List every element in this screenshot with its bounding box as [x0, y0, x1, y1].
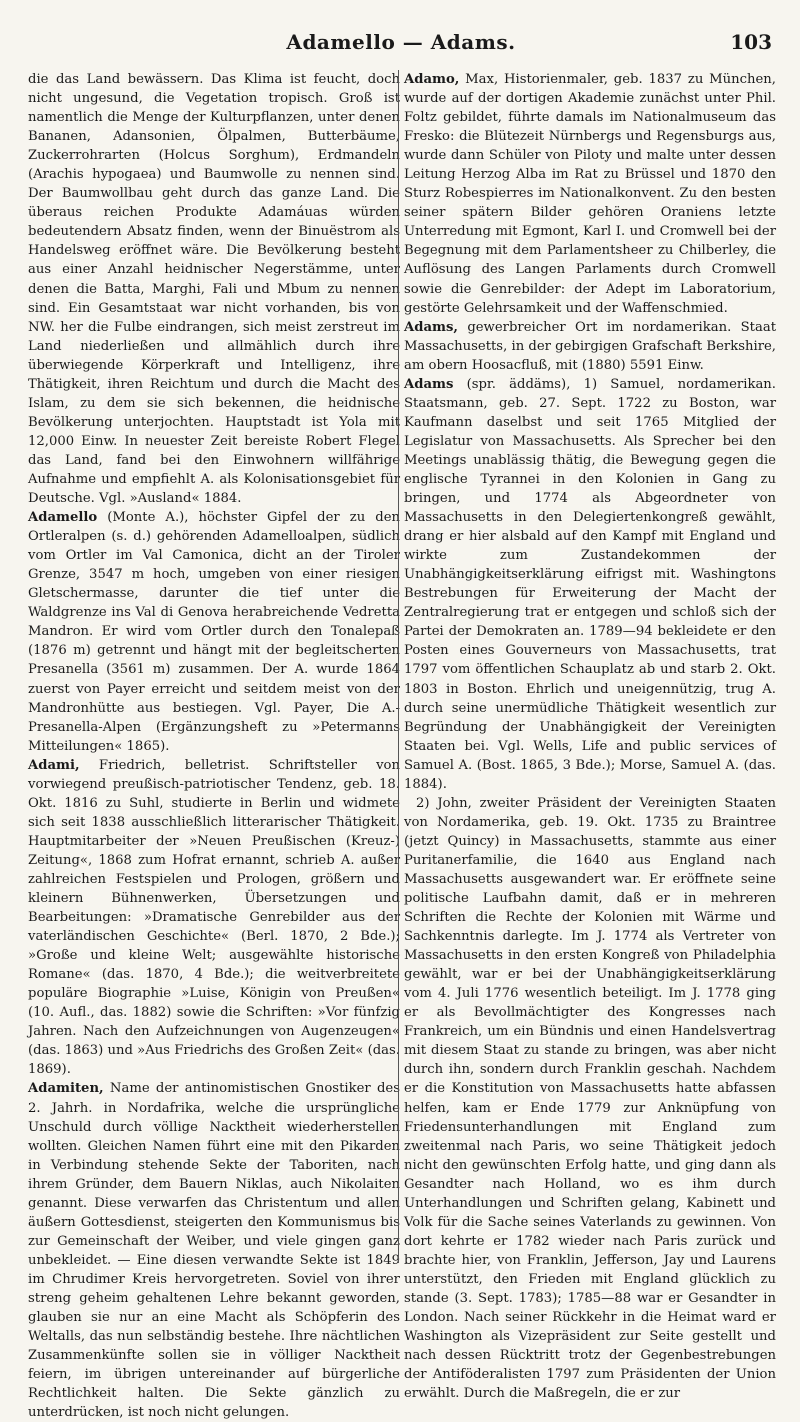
- entry-adams-persons: [404, 375, 776, 794]
- headword: Adamo,: [404, 72, 460, 87]
- entry-adamiten: [28, 1079, 400, 1422]
- left-column: [28, 70, 400, 1421]
- entry-text: (Monte A.), höchster Gipfel der zu den Ortleralpen (s. d.) gehörenden Adamelloalpen, südlich vom Ortler im Val Camonica, dicht an der Tiroler Grenze, 3547 m hoch, umgeben von einer riesigen Gletschermasse, darunter die tief unter die Waldgrenze ins Val di Genova herabreichende Vedretta Mandron. Er wird vom Ortler durch den Tonalepaß (1876 m) getrennt und hängt mit der begleitscherten Presanella (3561 m) zusammen. Der A. wurde 1864 zuerst von Payer erreicht und seitdem meist von der Mandronhütte aus bestiegen. Vgl. Payer, Die A.-Presanella-Alpen (Ergänzungsheft zu »Petermanns Mitteilungen« 1865).: [28, 510, 400, 754]
- running-head: Adamello — Adams.: [286, 30, 516, 54]
- right-column: [404, 70, 776, 1402]
- entry-text: gewerbreicher Ort im nordamerikan. Staat Massachusetts, in der gebirgigen Grafschaft Berkshire, am obern Hoosacfluß, mit (1880) 5591 Einw.: [404, 319, 776, 373]
- headword: Adams,: [404, 319, 458, 335]
- entry-adamello: [28, 508, 400, 756]
- paragraph-text: 2) John, zweiter Präsident der Vereinigten Staaten von Nordamerika, geb. 19. Okt. 1735 zu Braintree (jetzt Quincy) in Massachusetts, stammte aus einer Puritanerfamilie, die 1640 aus England nach Massachusetts ausgewandert war. Er eröffnete seine politische Laufbahn damit, daß er in mehreren Schriften die Rechte der Kolonien mit Wärme und Sachkenntnis darlegte. Im J. 1774 als Vertreter von Massachusetts in den ersten Kongreß von Philadelphia gewählt, war er bei der Unabhängigkeitserklärung vom 4. Juli 1776 wesentlich beteiligt. Im J. 1778 ging er als Bevollmächtigter des Kongresses nach Frankreich, um ein Bündnis und einen Handelsvertrag mit diesem Staat zu stande zu bringen, was aber nicht durch ihn, sondern durch Franklin geschah. Nachdem er die Konstitution von Massachusetts hatte abfassen helfen, kam er Ende 1779 zur Anknüpfung von Friedensunterhandlungen mit England zum zweitenmal nach Paris, wo seine Thätigkeit jedoch nicht den gewünschten Erfolg hatte, und ging dann als Gesandter nach Holland, wo es ihm durch Unterhandlungen und Schriften gelang, Kabinett und Volk für die Sache seines Vaterlands zu gewinnen. Von dort kehrte er 1782 wieder nach Paris zurück und brachte hier, von Franklin, Jefferson, Jay und Laurens unterstützt, den Frieden mit England glücklich zu stande (3. Sept. 1783); 1785—88 war er Gesandter in London. Nach seiner Rückkehr in die Heimat ward er Washington als Vizepräsident zur Seite gestellt und nach dessen Rücktritt trotz der Gegenbestrebungen der Antiföderalisten 1797 zum Präsidenten der Union erwählt. Durch die Maßregeln, die er zur: [404, 795, 776, 1402]
- column-divider: [398, 70, 399, 1263]
- continuation-paragraph: [28, 70, 400, 508]
- headword: Adamello: [28, 510, 98, 526]
- entry-text: (spr. äddäms), 1) Samuel, nordamerikan. Staatsmann, geb. 27. Sept. 1722 zu Boston, war Kaufmann daselbst und seit 1765 Mitglied der Legislatur von Massachusetts. Als Sprecher bei den Meetings unablässig thätig, die Bewegung gegen die englische Tyrannei in den Kolonien in Gang zu bringen, und 1774 als Abgeordneter von Massachusetts in den Delegiertenkongreß gewählt, drang er hier alsbald auf den Kampf mit England und wirkte zum Zustandekommen der Unabhängigkeitserklärung eifrigst mit. Washingtons Bestrebungen für Erweiterung der Macht der Zentralregierung trat er entgegen und schloß sich der Partei der Demokraten an. 1789—94 bekleidete er den Posten eines Gouverneurs von Massachusetts, trat 1797 vom öffentlichen Schauplatz ab und starb 2. Okt. 1803 in Boston. Ehrlich und uneigennützig, trug A. durch seine unermüdliche Thätigkeit wesentlich zur Begründung der Unabhängigkeit der Vereinigten Staaten bei. Vgl. Wells, Life and public services of Samuel A. (Bost. 1865, 3 Bde.); Morse, Samuel A. (das. 1884).: [404, 376, 776, 792]
- entry-text: Max, Historienmaler, geb. 1837 zu München, wurde auf der dortigen Akademie zunächst unter Phil. Foltz gebildet, führte damals im Nationalmuseum das Fresko: die Blütezeit Nürnbergs und Regensburgs aus, wurde dann Schüler von Piloty und malte unter dessen Leitung Herzog Alba im Rat zu Brüssel und 1870 den Sturz Robespierres im Nationalkonvent. Zu den besten seiner spätern Bilder gehören Oraniens letzte Unterredung mit Egmont, Karl I. und Cromwell bei der Begegnung mit dem Parlamentsheer zu Chilberley, die Auflösung des Langen Parlaments durch Cromwell sowie die Genrebilder: der Adept im Laboratorium, gestörte Gelehrsamkeit und der Waffenschmied.: [404, 72, 776, 316]
- entry-adami: [28, 756, 400, 1080]
- entry-adamo: [404, 70, 776, 318]
- page-header: [30, 30, 772, 64]
- entry-text: Friedrich, belletrist. Schriftsteller von vorwiegend preußisch-patriotischer Tendenz, geb. 18. Okt. 1816 zu Suhl, studierte in Berlin und widmete sich seit 1838 ausschließlich litterarischer Thätigkeit. Hauptmitarbeiter der »Neuen Preußischen (Kreuz-) Zeitung«, 1868 zum Hofrat ernannt, schrieb A. außer zahlreichen Festspielen und Prologen, größern und kleinern Bühnenwerken, Übersetzungen und Bearbeitungen: »Dramatische Genrebilder aus der vaterländischen Geschichte« (Berl. 1870, 2 Bde.); »Große und kleine Welt; ausgewählte historische Romane« (das. 1870, 4 Bde.); die weitverbreitete populäre Biographie »Luise, Königin von Preußen« (10. Aufl., das. 1882) sowie die Schriften: »Vor fünfzig Jahren. Nach den Aufzeichnungen von Augenzeugen« (das. 1863) und »Aus Friedrichs des Großen Zeit« (das. 1869).: [28, 757, 400, 1078]
- paragraph-text: die das Land bewässern. Das Klima ist feucht, doch nicht ungesund, die Vegetation tropisch. Groß ist namentlich die Menge der Kulturpflanzen, unter denen Bananen, Adansonien, Ölpalmen, Butterbäume, Zuckerrohrarten (Holcus Sorghum), Erdmandeln (Arachis hypogaea) und Baumwolle zu nennen sind. Der Baumwollbau geht durch das ganze Land. Die überaus reichen Produkte Adamáuas würden bedeutendern Absatz finden, wenn der Binuëstrom als Handelsweg eröffnet wäre. Die Bevölkerung besteht aus einer Anzahl heidnischer Negerstämme, unter denen die Batta, Marghi, Fali und Mbum zu nennen sind. Ein Gesamtstaat war nicht vorhanden, bis von NW. her die Fulbe eindrangen, sich meist zerstreut im Land niederließen und allmählich durch ihre überwiegende Körperkraft und Intelligenz, ihre Thätigkeit, ihren Reichtum und durch die Macht des Islam, zu dem sie sich bekennen, die heidnische Bevölkerung unterjochten. Hauptstadt ist Yola mit 12,000 Einw. In neuester Zeit bereiste Robert Flegel das Land, fand bei den Einwohnern willfährige Aufnahme und empfiehlt A. als Kolonisationsgebiet für Deutsche. Vgl. »Ausland« 1884.: [28, 72, 400, 507]
- continuation-paragraph: [404, 794, 776, 1404]
- entry-adams-town: [404, 318, 776, 375]
- page-number: 103: [730, 30, 772, 54]
- headword: Adams: [404, 376, 454, 392]
- entry-text: Name der antinomistischen Gnostiker des 2. Jahrh. in Nordafrika, welche die ursprüngliche Unschuld durch völlige Nacktheit wiederherstellen wollten. Gleichen Namen führt eine mit den Pikarden in Verbindung stehende Sekte der Taboriten, nach ihrem Gründer, dem Bauern Niklas, auch Nikolaiten genannt. Diese verwarfen das Christentum und allen äußern Gottesdienst, steigerten den Kommunismus bis zur Gemeinschaft der Weiber, und viele gingen ganz unbekleidet. — Eine diesen verwandte Sekte ist 1849 im Chrudimer Kreis hervorgetreten. Soviel von ihrer streng geheim gehaltenen Lehre bekannt geworden, glauben sie nur an eine Macht als Schöpferin des Weltalls, das nun selbständig bestehe. Ihre nächtlichen Zusammenkünfte sollen sie in völliger Nacktheit feiern, im übrigen untereinander auf bürgerliche Rechtlichkeit halten. Die Sekte gänzlich zu unterdrücken, ist noch nicht gelungen.: [28, 1081, 400, 1421]
- headword: Adami,: [28, 757, 80, 773]
- headword: Adamiten,: [28, 1081, 104, 1097]
